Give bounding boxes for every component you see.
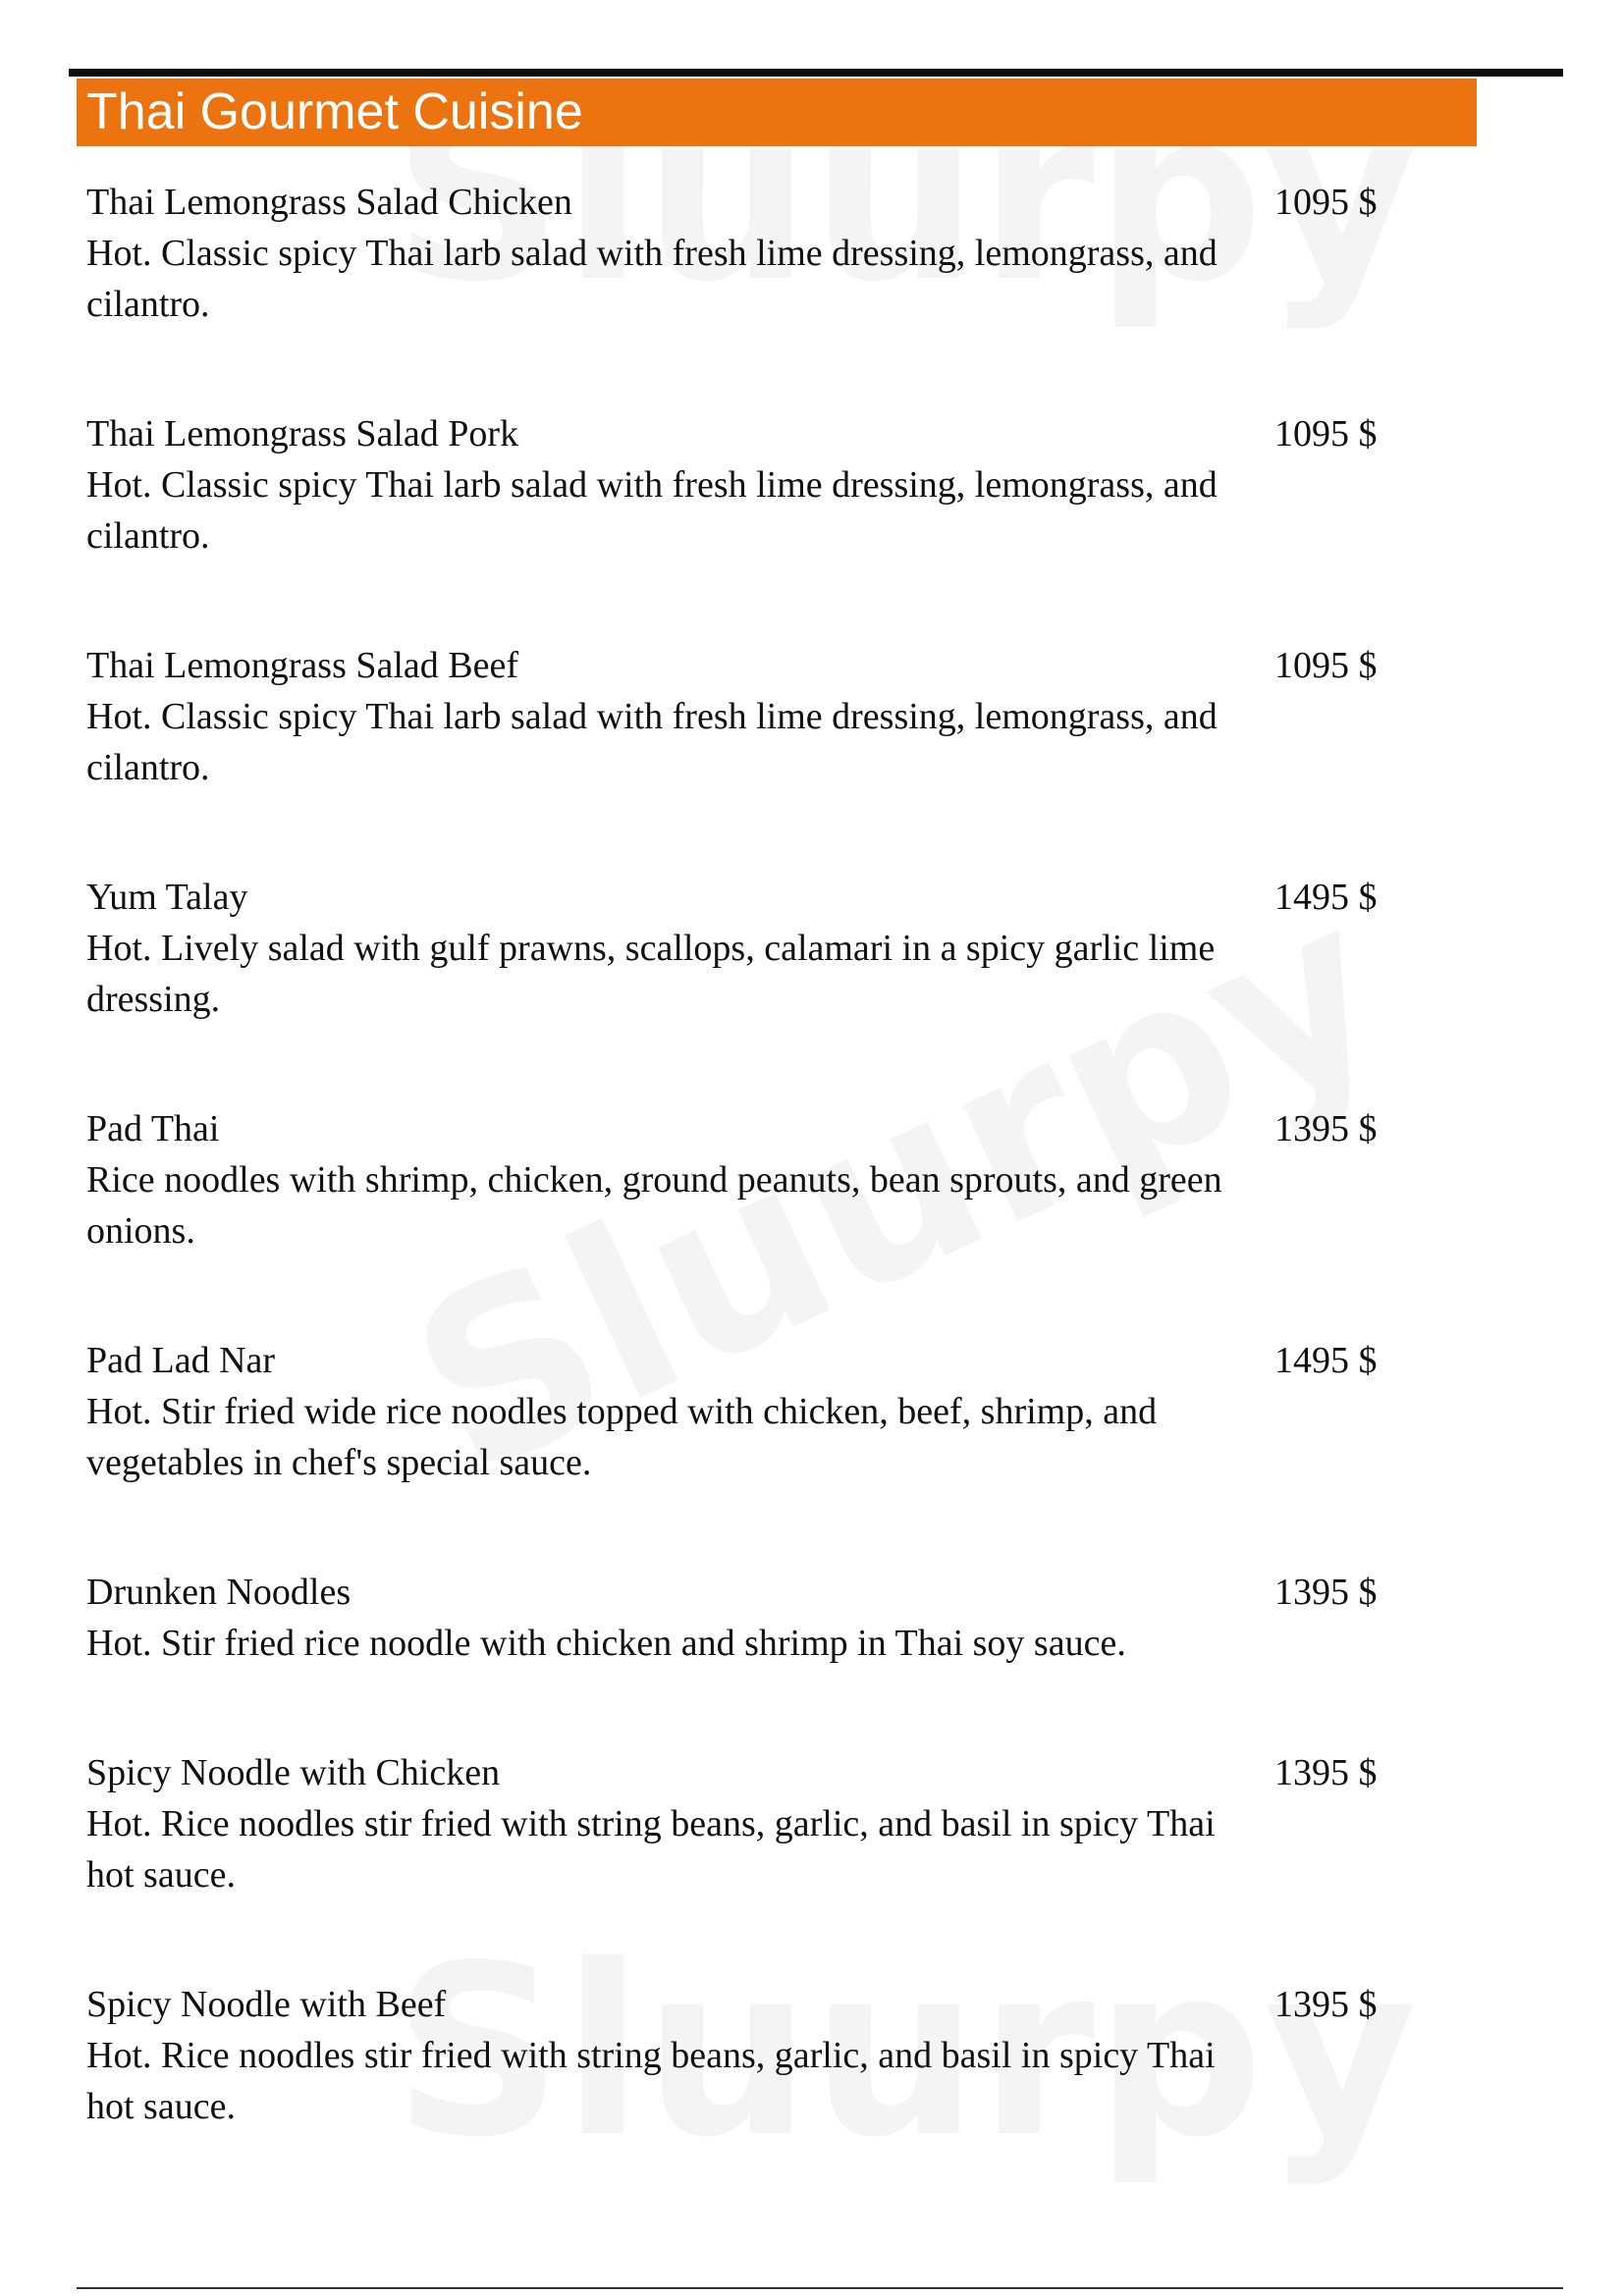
item-name: Thai Lemongrass Salad Chicken <box>86 182 572 223</box>
menu-item <box>86 1335 1402 1567</box>
section-header <box>77 79 1477 146</box>
menu-item <box>86 1747 1402 1979</box>
item-name: Thai Lemongrass Salad Beef <box>86 645 519 686</box>
item-description: Hot. Lively salad with gulf prawns, scallops, calamari in a spicy garlic lime dressing. <box>86 928 1216 1020</box>
item-price: 1095 $ <box>1274 645 1378 686</box>
menu-item <box>86 1979 1402 2211</box>
menu-item <box>86 1567 1402 1747</box>
menu-item <box>86 640 1402 872</box>
item-price: 1395 $ <box>1274 1752 1378 1793</box>
menu-item <box>86 177 1402 408</box>
item-name: Pad Thai <box>86 1108 220 1149</box>
menu-item <box>86 1103 1402 1335</box>
item-name: Spicy Noodle with Beef <box>86 1984 447 2025</box>
item-price: 1095 $ <box>1274 182 1378 223</box>
item-description: Hot. Rice noodles stir fried with string beans, garlic, and basil in spicy Thai hot sauce. <box>86 1803 1216 1896</box>
item-price: 1395 $ <box>1274 1108 1378 1149</box>
item-name: Drunken Noodles <box>86 1572 352 1613</box>
item-description: Hot. Stir fried wide rice noodles topped with chicken, beef, shrimp, and vegetables in chef's special sauce. <box>86 1391 1158 1483</box>
item-price: 1495 $ <box>1274 877 1378 918</box>
item-name: Pad Lad Nar <box>86 1340 276 1381</box>
item-description: Hot. Classic spicy Thai larb salad with fresh lime dressing, lemongrass, and cilantro. <box>86 233 1218 325</box>
page-title: Thai Gourmet Cuisine <box>86 83 583 140</box>
item-description: Hot. Classic spicy Thai larb salad with fresh lime dressing, lemongrass, and cilantro. <box>86 696 1218 788</box>
menu-item <box>86 408 1402 640</box>
item-price: 1095 $ <box>1274 413 1378 454</box>
item-description: Hot. Classic spicy Thai larb salad with fresh lime dressing, lemongrass, and cilantro. <box>86 464 1218 557</box>
item-description: Hot. Stir fried rice noodle with chicken and shrimp in Thai soy sauce. <box>86 1623 1126 1664</box>
item-price: 1395 $ <box>1274 1572 1378 1613</box>
bottom-divider <box>77 2287 1563 2289</box>
top-divider <box>69 69 1563 77</box>
item-description: Hot. Rice noodles stir fried with string beans, garlic, and basil in spicy Thai hot sauce. <box>86 2035 1216 2127</box>
item-name: Yum Talay <box>86 877 248 918</box>
item-name: Thai Lemongrass Salad Pork <box>86 413 519 454</box>
menu-item <box>86 872 1402 1103</box>
item-name: Spicy Noodle with Chicken <box>86 1752 501 1793</box>
item-description: Rice noodles with shrimp, chicken, ground peanuts, bean sprouts, and green onions. <box>86 1159 1222 1252</box>
item-price: 1395 $ <box>1274 1984 1378 2025</box>
item-price: 1495 $ <box>1274 1340 1378 1381</box>
menu-list <box>86 177 1402 2211</box>
